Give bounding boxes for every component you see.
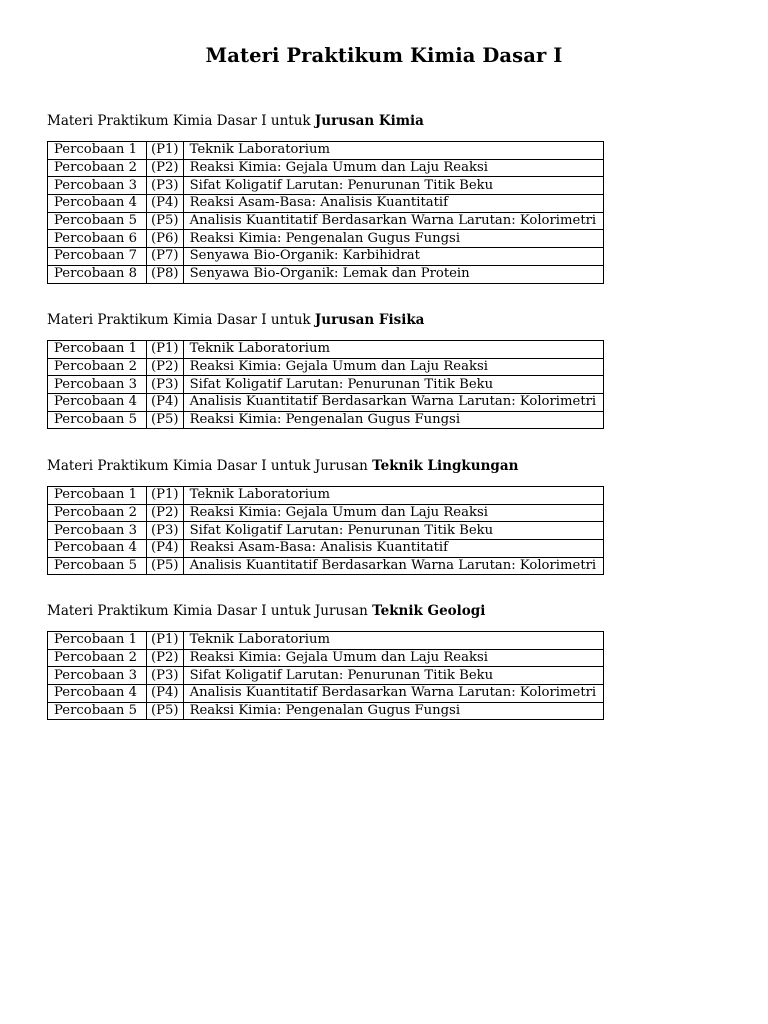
table-row [48,142,604,160]
table-row [48,265,604,283]
table-row [48,557,604,575]
section-heading [47,603,604,619]
experiment-number-cell: Percobaan 7 [48,248,147,266]
table-row [48,376,604,394]
table-row [48,230,604,248]
table-row [48,358,604,376]
experiment-topic-cell: Analisis Kuantitatif Berdasarkan Warna Larutan: Kolorimetri [183,212,603,230]
experiment-code-cell: (P2) [147,649,184,667]
experiment-code-cell: (P2) [147,159,184,177]
table-row [48,685,604,703]
experiment-code-cell: (P7) [147,248,184,266]
heading-prefix: Materi Praktikum Kimia Dasar I untuk [47,113,315,129]
table-row [48,212,604,230]
experiment-number-cell: Percobaan 1 [48,341,147,359]
experiment-number-cell: Percobaan 3 [48,376,147,394]
experiment-topic-cell: Senyawa Bio-Organik: Karbihidrat [183,248,603,266]
experiment-number-cell: Percobaan 4 [48,394,147,412]
experiment-number-cell: Percobaan 3 [48,667,147,685]
table-row [48,411,604,429]
section-jurusan-kimia [47,113,604,284]
experiment-number-cell: Percobaan 4 [48,685,147,703]
section-heading [47,113,604,129]
table-row [48,649,604,667]
heading-bold: Jurusan Fisika [314,312,425,328]
table-row [48,159,604,177]
experiment-number-cell: Percobaan 2 [48,504,147,522]
experiment-topic-cell: Reaksi Kimia: Pengenalan Gugus Fungsi [183,230,603,248]
experiment-topic-cell: Reaksi Asam-Basa: Analisis Kuantitatif [183,195,603,213]
table-row [48,504,604,522]
experiment-topic-cell: Reaksi Kimia: Gejala Umum dan Laju Reaksi [183,358,603,376]
experiment-topic-cell: Teknik Laboratorium [183,341,603,359]
experiment-topic-cell: Reaksi Kimia: Gejala Umum dan Laju Reaksi [183,649,603,667]
experiment-topic-cell: Analisis Kuantitatif Berdasarkan Warna Larutan: Kolorimetri [183,394,603,412]
experiment-number-cell: Percobaan 6 [48,230,147,248]
experiment-topic-cell: Reaksi Kimia: Gejala Umum dan Laju Reaksi [183,504,603,522]
experiments-table [47,340,604,429]
experiment-number-cell: Percobaan 3 [48,177,147,195]
experiment-code-cell: (P8) [147,265,184,283]
experiment-topic-cell: Analisis Kuantitatif Berdasarkan Warna Larutan: Kolorimetri [183,685,603,703]
heading-bold: Jurusan Kimia [314,113,424,129]
experiment-code-cell: (P2) [147,504,184,522]
experiment-number-cell: Percobaan 4 [48,195,147,213]
experiment-topic-cell: Teknik Laboratorium [183,142,603,160]
experiment-topic-cell: Sifat Koligatif Larutan: Penurunan Titik Beku [183,376,603,394]
table-row [48,341,604,359]
table-row [48,195,604,213]
experiments-table [47,141,604,284]
experiment-code-cell: (P3) [147,522,184,540]
experiment-topic-cell: Reaksi Kimia: Gejala Umum dan Laju Reaksi [183,159,603,177]
section-heading [47,458,604,474]
table-row [48,667,604,685]
experiment-number-cell: Percobaan 3 [48,522,147,540]
heading-prefix: Materi Praktikum Kimia Dasar I untuk [47,312,315,328]
experiment-topic-cell: Sifat Koligatif Larutan: Penurunan Titik Beku [183,522,603,540]
experiment-number-cell: Percobaan 5 [48,702,147,720]
experiment-code-cell: (P1) [147,341,184,359]
experiment-code-cell: (P5) [147,411,184,429]
heading-bold: Teknik Lingkungan [372,458,519,474]
experiment-number-cell: Percobaan 1 [48,142,147,160]
experiment-number-cell: Percobaan 5 [48,557,147,575]
experiment-topic-cell: Reaksi Kimia: Pengenalan Gugus Fungsi [183,411,603,429]
experiment-topic-cell: Reaksi Kimia: Pengenalan Gugus Fungsi [183,702,603,720]
experiment-number-cell: Percobaan 5 [48,212,147,230]
table-row [48,540,604,558]
experiment-code-cell: (P3) [147,376,184,394]
experiment-code-cell: (P1) [147,632,184,650]
experiment-number-cell: Percobaan 2 [48,159,147,177]
experiment-code-cell: (P4) [147,540,184,558]
table-row [48,522,604,540]
experiment-topic-cell: Analisis Kuantitatif Berdasarkan Warna Larutan: Kolorimetri [183,557,603,575]
table-row [48,632,604,650]
experiment-code-cell: (P2) [147,358,184,376]
experiment-number-cell: Percobaan 2 [48,649,147,667]
table-row [48,702,604,720]
table-row [48,248,604,266]
experiment-code-cell: (P4) [147,685,184,703]
experiment-code-cell: (P4) [147,195,184,213]
experiments-table [47,631,604,720]
section-teknik-lingkungan [47,458,604,575]
experiment-topic-cell: Sifat Koligatif Larutan: Penurunan Titik Beku [183,667,603,685]
experiment-code-cell: (P3) [147,177,184,195]
experiment-number-cell: Percobaan 1 [48,632,147,650]
experiment-code-cell: (P5) [147,702,184,720]
experiment-code-cell: (P1) [147,487,184,505]
experiment-number-cell: Percobaan 1 [48,487,147,505]
experiment-number-cell: Percobaan 2 [48,358,147,376]
table-row [48,487,604,505]
experiment-code-cell: (P6) [147,230,184,248]
experiment-code-cell: (P5) [147,212,184,230]
table-row [48,394,604,412]
experiment-number-cell: Percobaan 8 [48,265,147,283]
heading-prefix: Materi Praktikum Kimia Dasar I untuk Jurusan [47,603,373,619]
experiment-code-cell: (P3) [147,667,184,685]
page-title: Materi Praktikum Kimia Dasar I [205,44,563,67]
experiment-topic-cell: Senyawa Bio-Organik: Lemak dan Protein [183,265,603,283]
experiment-topic-cell: Sifat Koligatif Larutan: Penurunan Titik Beku [183,177,603,195]
heading-prefix: Materi Praktikum Kimia Dasar I untuk Jurusan [47,458,373,474]
experiment-code-cell: (P4) [147,394,184,412]
section-jurusan-fisika [47,312,604,429]
experiment-topic-cell: Teknik Laboratorium [183,632,603,650]
experiment-topic-cell: Reaksi Asam-Basa: Analisis Kuantitatif [183,540,603,558]
section-teknik-geologi [47,603,604,720]
experiment-code-cell: (P1) [147,142,184,160]
experiment-topic-cell: Teknik Laboratorium [183,487,603,505]
experiment-code-cell: (P5) [147,557,184,575]
section-heading [47,312,604,328]
experiment-number-cell: Percobaan 4 [48,540,147,558]
experiments-table [47,486,604,575]
experiment-number-cell: Percobaan 5 [48,411,147,429]
heading-bold: Teknik Geologi [372,603,486,619]
table-row [48,177,604,195]
